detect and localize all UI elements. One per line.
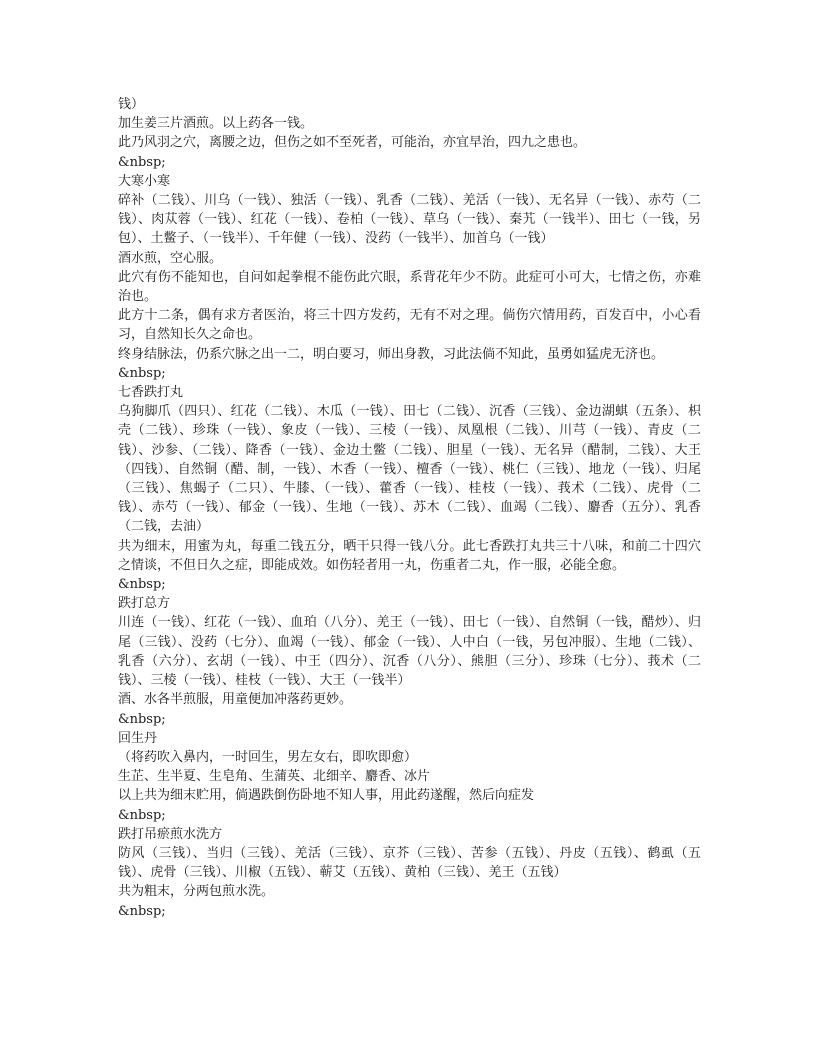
text-line-14: 共为细末，用蜜为丸，每重二钱五分，晒干只得一钱八分。此七香跌打丸共三十八味，和前二十四穴之情谈，不但日久之症，即能成效。如伤轻者用一丸，伤重者二丸，作一服，必能全愈。 <box>118 538 701 573</box>
text-line-26: 防风（三钱）、当归（三钱）、羌活（三钱）、京芥（三钱）、苦参（五钱）、丹皮（五钱）、鹤虱（五钱）、虎骨（三钱）、川椒（五钱）、蕲艾（五钱）、黄柏（三钱）、羌王（五钱） <box>118 845 701 881</box>
text-line-2: 加生姜三片酒煎。以上药各一钱。 <box>118 116 314 132</box>
text-line-6: 碎补（二钱）、川乌（一钱）、独活（一钱）、乳香（二钱）、羌活（一钱）、无名异（一钱）、赤芍（二钱）、肉苁蓉（一钱）、红花（一钱）、卷柏（一钱）、草乌（一钱）、秦艽（一钱半）、田七（一钱，另包）、土鳖子、（一钱半）、千年健（一钱）、没药（一钱半）、加首乌（一钱） <box>118 193 701 247</box>
text-line-24: &nbsp; <box>118 807 166 823</box>
document-page <box>118 95 701 921</box>
text-line-28: &nbsp; <box>118 903 166 919</box>
text-line-8: 此穴有伤不能知也，自问如起拳棍不能伤此穴眼，系背花年少不防。此症可小可大，七情之伤，亦难治也。 <box>118 269 701 305</box>
text-line-7: 酒水煎，空心服。 <box>118 250 223 266</box>
text-line-17: 川连（一钱）、红花（一钱）、血珀（八分）、羌王（一钱）、田七（一钱）、自然铜（一钱，醋炒）、归尾（三钱）、没药（七分）、血竭（一钱）、郁金（一钱）、人中白（一钱，另包冲服）、生地（二钱）、乳香（六分）、玄胡（一钱）、中王（四分）、沉香（八分）、熊胆（三分）、珍珠（七分）、莪术（二钱）、三棱（一钱）、桂枝（一钱）、大王（一钱半） <box>118 615 701 689</box>
text-line-1: 钱） <box>118 97 145 112</box>
text-line-19: &nbsp; <box>118 711 166 727</box>
section-heading-dahan-xiaohan: 大寒小寒 <box>118 173 171 189</box>
text-line-13: 乌狗脚爪（四只）、红花（二钱）、木瓜（一钱）、田七（二钱）、沉香（三钱）、金边湖蜞（五条）、枳壳（二钱）、珍珠（一钱）、象皮（一钱）、三棱（一钱）、凤凰根（二钱）、川芎（一钱）、青皮（二钱）、沙参、（二钱）、降香（一钱）、金边土鳖（二钱）、胆星（一钱）、无名异（醋制，二钱）、大王（四钱）、自然铜（醋、制，一钱）、木香（一钱）、檀香（一钱）、桃仁（三钱）、地龙（一钱）、归尾（三钱）、焦蝎子（二只）、牛膝、（一钱）、藿香（一钱）、桂枝（一钱）、莪术（二钱）、虎骨（二钱）、赤芍（一钱）、郁金（一钱）、生地（一钱）、苏木（二钱）、血竭（二钱）、麝香（五分）、乳香（二钱，去油） <box>118 404 701 535</box>
text-line-9: 此方十二条，偶有求方者医治，将三十四方发药，无有不对之理。倘伤穴情用药，百发百中，小心看习，自然知长久之命也。 <box>118 308 701 343</box>
text-line-23: 以上共为细末贮用，倘遇跌倒伤卧地不知人事，用此药遂醒，然后向症发 <box>118 788 535 804</box>
text-line-27: 共为粗末，分两包煎水洗。 <box>118 884 275 900</box>
text-line-11: &nbsp; <box>118 365 166 381</box>
text-line-18: 酒、水各半煎服，用童便加冲落药更妙。 <box>118 692 353 708</box>
section-heading-huisheng-dan: 回生丹 <box>118 730 158 746</box>
section-heading-dieda-zongfang: 跌打总方 <box>118 596 171 612</box>
text-line-15: &nbsp; <box>118 577 166 593</box>
section-heading-qixiang-wan: 七香跌打丸 <box>118 385 184 401</box>
text-line-3: 此乃风羽之穴，离腰之边，但伤之如不至死者，可能治，亦宜早治，四九之患也。 <box>118 135 587 151</box>
text-line-21: （将药吹入鼻内，一时回生，男左女右，即吹即愈） <box>118 749 418 765</box>
text-line-4: &nbsp; <box>118 154 166 170</box>
text-line-10: 终身结脉法，仍系穴脉之出一二，明白要习，师出身教，习此法倘不知此，虽勇如猛虎无济也。 <box>118 346 665 362</box>
text-line-22: 生芷、生半夏、生皂角、生蒲英、北细辛、麝香、冰片 <box>118 769 431 785</box>
section-heading-xishui-fang: 跌打吊瘀煎水洗方 <box>118 826 223 842</box>
